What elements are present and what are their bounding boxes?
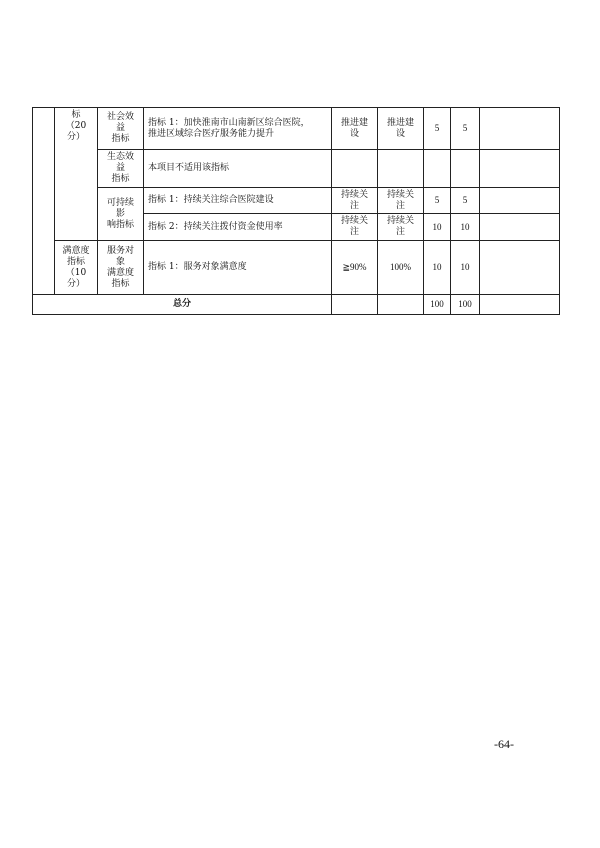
category-level3-cell: 生态效 益 指标 (98, 150, 144, 188)
category-level2-cell: 满意度 指标 （10 分） (55, 241, 98, 295)
target-value-cell (332, 295, 378, 315)
actual-value-cell: 持续关 注 (378, 188, 424, 214)
total-score-cell: 100 (451, 295, 480, 315)
remark-cell (480, 241, 560, 295)
target-value-cell: ≧90% (332, 241, 378, 295)
indicator-cell: 指标 1：服务对象满意度 (144, 241, 332, 295)
actual-value-cell (378, 295, 424, 315)
target-value-cell (332, 150, 378, 188)
category-level1-cell (33, 108, 55, 295)
actual-value-cell: 推进建 设 (378, 108, 424, 150)
weight-cell (424, 150, 451, 188)
remark-cell (480, 295, 560, 315)
category-level3-cell: 社会效 益 指标 (98, 108, 144, 150)
total-row (33, 295, 560, 315)
total-label: 总分 (33, 295, 332, 315)
actual-value-cell (378, 150, 424, 188)
score-cell: 5 (451, 188, 480, 214)
indicator-cell: 本项目不适用该指标 (144, 150, 332, 188)
table-row (33, 241, 560, 295)
target-value-cell: 持续关 注 (332, 188, 378, 214)
target-value-cell: 推进建 设 (332, 108, 378, 150)
category-level2-cell: 标 （20 分） (55, 108, 98, 241)
total-weight-cell: 100 (424, 295, 451, 315)
remark-cell (480, 188, 560, 214)
remark-cell (480, 108, 560, 150)
remark-cell (480, 214, 560, 241)
target-value-cell: 持续关 注 (332, 214, 378, 241)
weight-cell: 5 (424, 188, 451, 214)
score-cell: 10 (451, 241, 480, 295)
actual-value-cell: 持续关 注 (378, 214, 424, 241)
actual-value-cell: 100% (378, 241, 424, 295)
weight-cell: 5 (424, 108, 451, 150)
table-row (33, 188, 560, 214)
category-level3-cell: 可持续 影 响指标 (98, 188, 144, 241)
indicator-cell: 指标 1：加快淮南市山南新区综合医院， 推进区域综合医疗服务能力提升 (144, 108, 332, 150)
table-row (33, 108, 560, 150)
score-cell (451, 150, 480, 188)
table-row (33, 150, 560, 188)
page-number: -64- (494, 737, 514, 751)
score-cell: 5 (451, 108, 480, 150)
score-cell: 10 (451, 214, 480, 241)
weight-cell: 10 (424, 241, 451, 295)
indicator-cell: 指标 2：持续关注拨付资金使用率 (144, 214, 332, 241)
indicator-cell: 指标 1：持续关注综合医院建设 (144, 188, 332, 214)
performance-indicator-table (32, 107, 560, 315)
category-level3-cell: 服务对 象 满意度 指标 (98, 241, 144, 295)
remark-cell (480, 150, 560, 188)
weight-cell: 10 (424, 214, 451, 241)
